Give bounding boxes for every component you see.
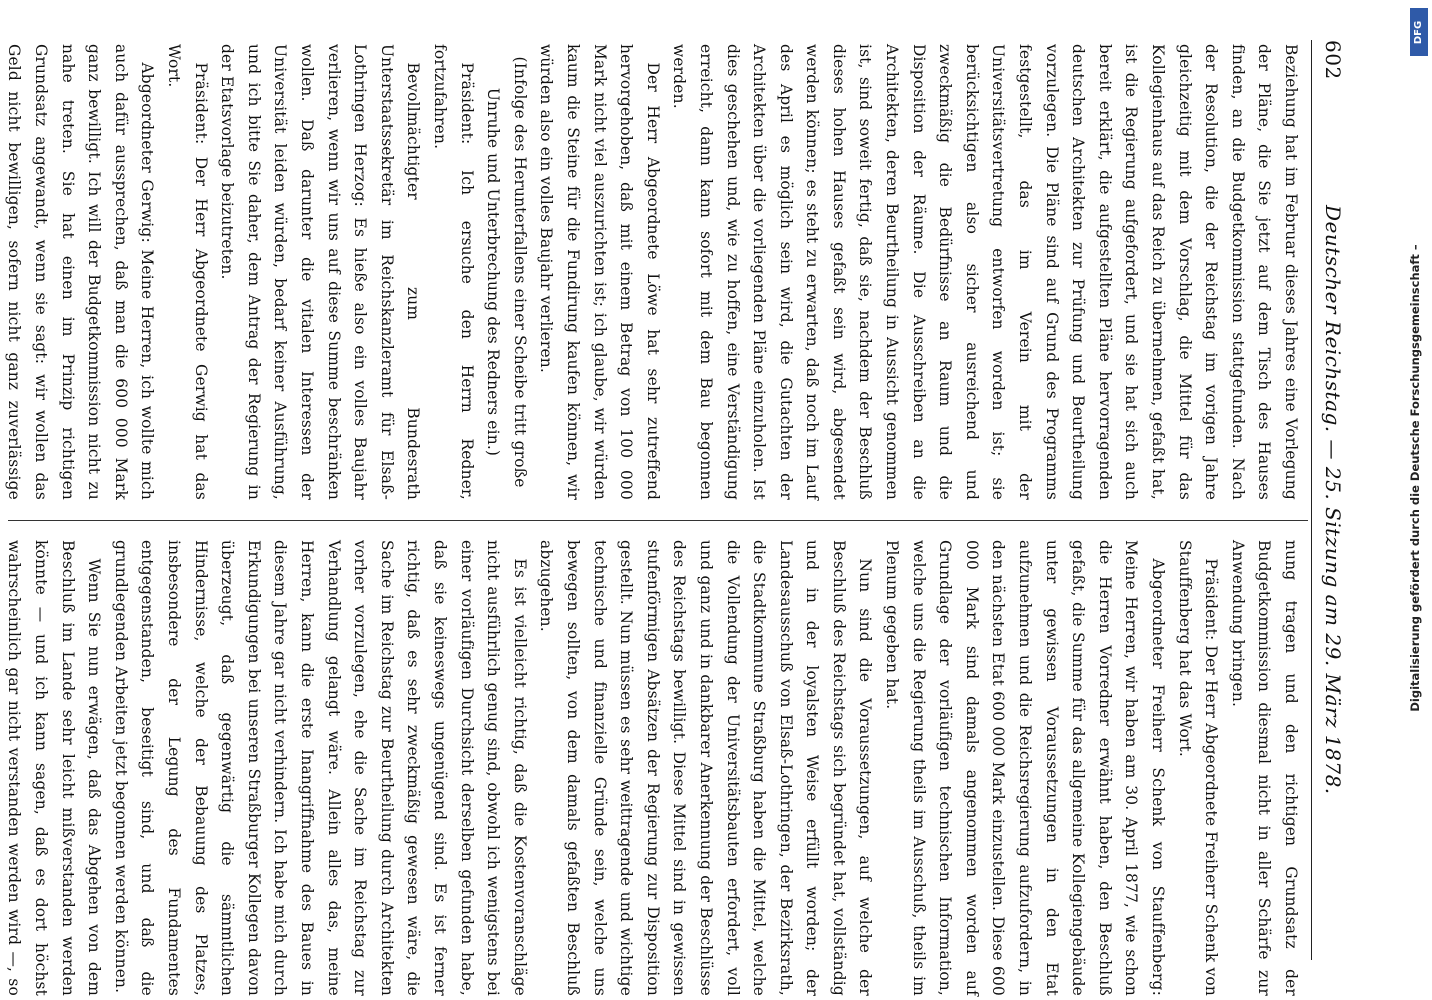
paragraph: Es ist vielleicht richtig, daß die Kostenvoranschläge nicht ausführlich genug sind, obwohl ich wenigstens bei einer vorläufigen Durchsicht derselben gefunden habe, daß sie keineswegs ungenügend sind. Es ist ferner richtig, daß es sehr zweckmäßig gewesen wäre, die Sache im Reichstag zur Beurtheilung durch Architekten vorher vorzulegen, ehe die Sache im Reichstag zur Verhandlung gelangt wäre. Allein alles das, meine Herren, kann die erste Inangriffnahme des Baues in diesem Jahre gar nicht verhindern. Ich habe mich durch Erkundigungen bei unseren Straßburger Kollegen davon überzeugt, daß gegenwärtig die sämmtlichen Hindernisse, welche der Bebauung des Platzes, insbesondere der Legung des Fundamentes entgegenstanden, beseitigt sind, und daß die grundlegenden Arbeiten jetzt begonnen werden können. [111, 540, 529, 996]
page-header [1318, 40, 1348, 960]
page-number: 602 [1321, 40, 1345, 80]
paragraph: Nun sind die Voraussetzungen, auf welche der Beschluß des Reichstags sich begründet hat, vollständig und in der loyalsten Weise erfüllt worden; der Landesausschuß von Elsaß-Lothringen, der Bezirksrath, die Stadtkommune Straßburg haben die Mittel, welche die Vollendung der Universitätsbauten erfordert, voll und ganz und in dankbarer Anerkennung der Beschlüsse des Reichstags bewilligt. Diese Mittel sind in gewissen stufenförmigen Absätzen der Regierung zur Disposition gestellt. Nun müssen es sehr weittragende und wichtige technische und finanzielle Gründe sein, welche uns bewegen sollten, von dem damals gefaßten Beschluß abzugehen. [537, 540, 875, 996]
paragraph: Abgeordneter Freiherr Schenk von Stauffenberg: Meine Herren, wir haben am 30. April 1877, wie schon die Herren Vorredner erwähnt haben, den Beschluß gefaßt, die Summe für das allgemeine Kollegiengebäude unter gewissen Voraussetzungen in den Etat aufzunehmen und die Reichsregierung aufzufordern, in den nächsten Etat 600 000 Mark einzustellen. Diese 600 000 Mark sind damals angenommen worden auf Grundlage der vorläufigen technischen Information, welche uns die Regierung theils im Ausschuß, theils im Plenum gegeben hat. [883, 540, 1168, 996]
paragraph: nung tragen und den richtigen Grundsatz der Budgetkommission diesmal nicht in aller Schärfe zur Anwendung bringen. [1228, 540, 1300, 996]
page-title: Deutscher Reichstag. — 25. Sitzung am 29. März 1878. [1321, 205, 1345, 795]
paragraph: Beziehung hat im Februar dieses Jahres eine Vorlegung der Pläne, die Sie jetzt auf dem Tisch des Hauses finden, an die Budgetkommission stattgefunden. Nach der Resolution, die der Reichstag im vorigen Jahre gleichzeitig mit dem Vorschlag, die Mittel für das Kollegienhaus auf das Reich zu übernehmen, gefaßt hat, ist die Regierung aufgefordert, und sie hat sich auch bereit erklärt, die aufgestellten Pläne hervorragenden deutschen Architekten zur Prüfung und Beurtheilung vorzulegen. Die Pläne sind auf Grund des Programms festgestellt, das im Verein mit der Universitätsvertretung entworfen worden ist; sie berücksichtigen also sicher ausreichend und zweckmäßig die Bedürfnisse an Raum und die Disposition der Räume. Die Ausschreiben an die Architekten, deren Beurtheilung in Aussicht genommen ist, sind soweit fertig, daß sie, nachdem der Beschluß dieses hohen Hauses gefaßt sein wird, abgesendet werden können; es steht zu erwarten, daß noch im Lauf des April es möglich sein wird, die Gutachten der Architekten über die vorliegenden Pläne einzuholen. Ist dies geschehen und, wie zu hoffen, eine Verständigung erreicht, dann kann sofort mit dem Bau begonnen werden. [670, 44, 1300, 500]
paragraph: Wenn Sie nun erwägen, daß das Abgehen von dem Beschluß im Lande sehr leicht mißverstanden werden könnte — und ich kann sagen, daß es dort höchst wahrscheinlich gar nicht verstanden werden wird —, so [5, 540, 104, 996]
paragraph: Bevollmächtigter zum Bundesrath Unterstaatssekretär im Reichskanzleramt für Elsaß-Lothringen Herzog: Es hieße also ein volles Baujahr verlieren, wenn wir uns auf diese Summe beschränken wollen. Daß darunter die vitalen Interessen der Universität leiden würden, bedarf keiner Ausführung, und ich bitte Sie daher, dem Antrag der Regierung in der Etatsvorlage beizutreten. [218, 44, 423, 500]
right-column [5, 540, 1304, 996]
paragraph: Der Herr Abgeordnete Löwe hat sehr zutreffend hervorgehoben, daß mit einem Betrag von 100 000 Mark nicht viel auszurichten ist; ich glaube, wir würden kaum die Steine für die Fundirung kaufen können, wir würden also ein volles Baujahr verlieren. [537, 44, 662, 500]
paragraph: Abgeordneter Gerwig: Meine Herren, ich wollte mich auch dafür aussprechen, daß man die 600 000 Mark ganz bewilligt. Ich will der Budgetkommission nicht zu nahe treten. Sie hat einen im Prinzip richtigen Grundsatz angewandt, wenn sie sagt: wir wollen das Geld nicht bewilligen, sofern nicht ganz zuverlässige [5, 44, 157, 500]
left-column [5, 44, 1304, 500]
funding-credit [1406, 8, 1430, 993]
header-rule [1311, 40, 1312, 960]
column-divider [8, 520, 1308, 521]
dfg-logo-icon [1410, 8, 1428, 56]
dfg-logo-text: DFG [1413, 20, 1425, 44]
paragraph: Präsident: Der Herr Abgeordnete Freiherr Schenk von Stauffenberg hat das Wort. [1175, 540, 1221, 996]
credit-text: Digitalisierung gefördert durch die Deutsche Forschungsgemeinschaft – [1408, 244, 1422, 712]
paragraph: Präsident: Ich ersuche den Herrn Redner, fortzufahren. [431, 44, 476, 500]
paragraph: Präsident: Der Herr Abgeordnete Gerwig hat das Wort. [165, 44, 210, 500]
stage-direction: (Infolge des Herunterfallens einer Scheibe tritt große Unruhe und Unterbrechung des Redners ein.) [484, 56, 529, 488]
